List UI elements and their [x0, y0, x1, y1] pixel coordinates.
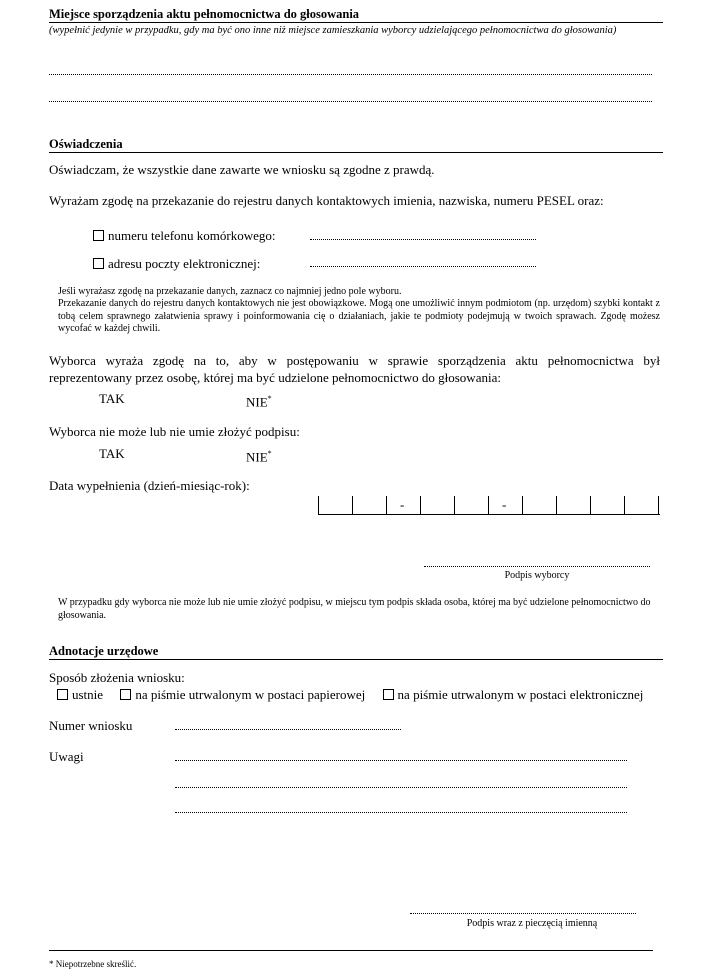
option-phone[interactable] [93, 227, 276, 244]
footnote-marker: * [267, 394, 272, 403]
footnote-divider [49, 950, 653, 951]
method-electronic-label: na piśmie utrwalonym w postaci elektronicznej [397, 687, 644, 702]
date-cell-divider [352, 496, 353, 514]
method-label: Sposób złożenia wniosku: [49, 670, 185, 685]
method-oral-option[interactable] [57, 687, 103, 702]
remarks-line-1[interactable] [175, 760, 627, 761]
signature-note: W przypadku gdy wyborca nie może lub nie umie złożyć podpisu, w miejscu tym podpis składa osoba, której ma być udzielone pełnomocnictwo do głosowania. [58, 597, 651, 621]
signature-unable-yes[interactable]: TAK [99, 446, 125, 461]
date-separator: - [502, 497, 507, 512]
consent-info-2: Przekazanie danych do rejestru danych kontaktowych nie jest obowiązkowe. Mogą one umożliwić innym podmiotom (np. urzędom) szybki kontakt z tobą celem sprawnego załatwienia sprawy i poinformowania cię o działaniach, jakie te podmioty podejmują w twoich sprawach. Zgodę możesz wycofać w każdej chwili. [58, 298, 660, 334]
method-paper-checkbox[interactable] [120, 689, 131, 700]
representation-yes[interactable]: TAK [99, 391, 125, 406]
voter-signature-caption: Podpis wyborcy [504, 570, 570, 581]
voter-signature-line[interactable] [424, 566, 650, 567]
signature-unable-no[interactable] [246, 445, 272, 465]
representation-consent: Wyborca wyraża zgodę na to, aby w postępowaniu w sprawie sporządzenia aktu pełnomocnictwa był reprezentowany przez osobę, której ma być udzielone pełnomocnictwo do głosowania: [49, 353, 660, 385]
email-field[interactable] [310, 266, 536, 267]
signature-unable-no-label: NIE [246, 449, 268, 465]
date-cell-divider [658, 496, 659, 514]
date-cell-divider [386, 496, 387, 514]
date-cell-divider [488, 496, 489, 514]
stamp-signature-caption: Podpis wraz z pieczęcią imienną [466, 918, 598, 929]
representation-no[interactable] [246, 390, 272, 410]
option-email[interactable] [93, 255, 260, 272]
place-line-1[interactable] [49, 74, 652, 75]
method-paper-label: na piśmie utrwalonym w postaci papierowej [135, 687, 366, 702]
date-label: Data wypełnienia (dzień-miesiąc-rok): [49, 478, 250, 493]
option-email-label: adresu poczty elektronicznej: [108, 256, 261, 271]
number-field[interactable] [175, 729, 401, 730]
date-cell-divider [556, 496, 557, 514]
section-divider [49, 659, 663, 660]
footnote-marker: * [267, 449, 272, 458]
place-line-2[interactable] [49, 101, 652, 102]
date-cell-divider [590, 496, 591, 514]
date-field[interactable] [318, 496, 660, 515]
date-cell-divider [454, 496, 455, 514]
date-cell-divider [624, 496, 625, 514]
consent-info-1: Jeśli wyrażasz zgodę na przekazanie danych, zaznacz co najmniej jedno pole wyboru. [58, 286, 402, 297]
remarks-label: Uwagi [49, 749, 84, 764]
section-place-note: (wypełnić jedynie w przypadku, gdy ma być ono inne niż miejsce zamieszkania wyborcy udzielającego pełnomocnictwa do głosowania) [49, 25, 617, 36]
option-phone-label: numeru telefonu komórkowego: [108, 228, 276, 243]
remarks-line-2[interactable] [175, 787, 627, 788]
signature-unable-label: Wyborca nie może lub nie umie złożyć podpisu: [49, 424, 300, 439]
section-place-title: Miejsce sporządzenia aktu pełnomocnictwa do głosowania [49, 7, 360, 21]
method-electronic-option[interactable] [383, 687, 644, 702]
date-cell-divider [420, 496, 421, 514]
method-oral-label: ustnie [72, 687, 104, 702]
representation-no-label: NIE [246, 394, 268, 410]
section-divider [49, 22, 663, 23]
phone-field[interactable] [310, 239, 536, 240]
method-electronic-checkbox[interactable] [383, 689, 394, 700]
email-checkbox[interactable] [93, 258, 104, 269]
footnote: * Niepotrzebne skreślić. [49, 959, 137, 969]
consent-intro: Wyrażam zgodę na przekazanie do rejestru danych kontaktowych imienia, nazwiska, numeru PESEL oraz: [49, 193, 604, 208]
number-label: Numer wniosku [49, 718, 133, 733]
section-divider [49, 152, 663, 153]
section-official-title: Adnotacje urzędowe [49, 644, 159, 658]
method-options [57, 686, 643, 703]
statement-true: Oświadczam, że wszystkie dane zawarte we wniosku są zgodne z prawdą. [49, 162, 435, 177]
stamp-signature-line[interactable] [410, 913, 636, 914]
date-cell-divider [522, 496, 523, 514]
method-paper-option[interactable] [120, 687, 365, 702]
date-cell-divider [318, 496, 319, 514]
date-separator: - [400, 497, 405, 512]
method-oral-checkbox[interactable] [57, 689, 68, 700]
remarks-line-3[interactable] [175, 812, 627, 813]
section-statements-title: Oświadczenia [49, 137, 123, 151]
phone-checkbox[interactable] [93, 230, 104, 241]
